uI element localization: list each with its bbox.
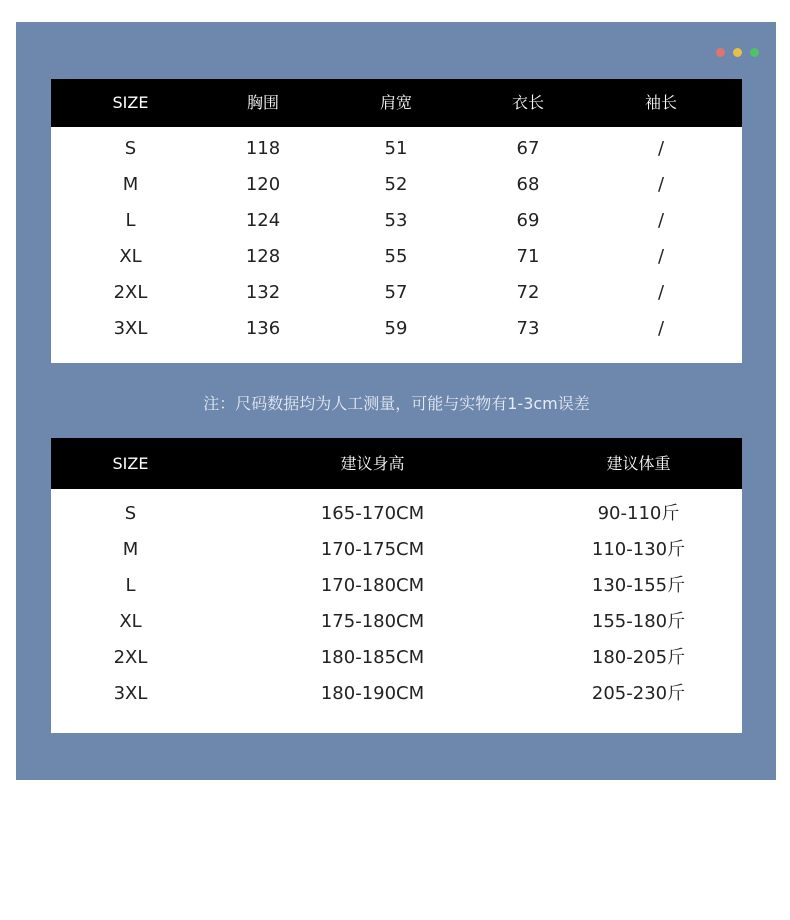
red-dot-icon [716, 48, 725, 57]
sleeve-cell: / [657, 138, 665, 159]
shoulder-cell: 57 [384, 282, 408, 303]
table-row [51, 676, 742, 712]
length-cell: 71 [516, 246, 540, 267]
shoulder-cell: 55 [384, 246, 408, 267]
weight-cell: 180-205斤 [591, 647, 686, 668]
size-cell: XL [119, 246, 142, 267]
sleeve-cell: / [657, 282, 665, 303]
recommend-table [51, 438, 742, 733]
table-row [51, 167, 742, 203]
green-dot-icon [750, 48, 759, 57]
recommend-header [51, 438, 742, 489]
shoulder-cell: 53 [384, 210, 408, 231]
height-cell: 175-180CM [320, 611, 425, 632]
size-cell: 3XL [113, 683, 148, 704]
chest-cell: 120 [245, 174, 281, 195]
yellow-dot-icon [733, 48, 742, 57]
size-cell: 2XL [113, 647, 148, 668]
size-cell: S [124, 503, 137, 524]
table-row [51, 532, 742, 568]
size-cell: M [122, 174, 139, 195]
header-chest: 胸围 [246, 93, 279, 112]
measurements-table [51, 79, 742, 363]
height-cell: 180-185CM [320, 647, 425, 668]
length-cell: 67 [516, 138, 540, 159]
header-sleeve: 袖长 [644, 93, 677, 112]
weight-cell: 155-180斤 [591, 611, 686, 632]
sleeve-cell: / [657, 246, 665, 267]
size-cell: 2XL [113, 282, 148, 303]
header-shoulder: 肩宽 [379, 93, 412, 112]
height-cell: 180-190CM [320, 683, 425, 704]
sleeve-cell: / [657, 174, 665, 195]
measurements-header [51, 79, 742, 127]
height-cell: 170-175CM [320, 539, 425, 560]
table-row [51, 131, 742, 167]
size-cell: S [124, 138, 137, 159]
table-row [51, 203, 742, 239]
weight-cell: 110-130斤 [591, 539, 686, 560]
size-cell: 3XL [113, 318, 148, 339]
measurement-note: 注：尺码数据均为人工测量，可能与实物有1-3cm误差 [203, 394, 590, 413]
size-cell: L [125, 575, 136, 596]
window-dots [716, 48, 759, 57]
size-cell: XL [119, 611, 142, 632]
weight-cell: 130-155斤 [591, 575, 686, 596]
table-row [51, 275, 742, 311]
header-size: SIZE [112, 454, 149, 473]
table-row [51, 239, 742, 275]
size-cell: M [122, 539, 139, 560]
table-row [51, 311, 742, 347]
length-cell: 73 [516, 318, 540, 339]
table-row [51, 568, 742, 604]
chest-cell: 128 [245, 246, 281, 267]
chest-cell: 136 [245, 318, 281, 339]
length-cell: 69 [516, 210, 540, 231]
table-row [51, 496, 742, 532]
height-cell: 165-170CM [320, 503, 425, 524]
shoulder-cell: 52 [384, 174, 408, 195]
size-cell: L [125, 210, 136, 231]
table-row [51, 604, 742, 640]
weight-cell: 205-230斤 [591, 683, 686, 704]
height-cell: 170-180CM [320, 575, 425, 596]
chest-cell: 118 [245, 138, 281, 159]
shoulder-cell: 59 [384, 318, 408, 339]
length-cell: 72 [516, 282, 540, 303]
weight-cell: 90-110斤 [597, 503, 680, 524]
chest-cell: 132 [245, 282, 281, 303]
shoulder-cell: 51 [384, 138, 408, 159]
recommend-body [51, 489, 742, 712]
length-cell: 68 [516, 174, 540, 195]
header-height: 建议身高 [340, 454, 405, 473]
sleeve-cell: / [657, 210, 665, 231]
table-row [51, 640, 742, 676]
header-weight: 建议体重 [606, 454, 671, 473]
header-length: 衣长 [511, 93, 544, 112]
header-size: SIZE [112, 93, 149, 112]
measurements-body [51, 127, 742, 347]
chest-cell: 124 [245, 210, 281, 231]
sleeve-cell: / [657, 318, 665, 339]
